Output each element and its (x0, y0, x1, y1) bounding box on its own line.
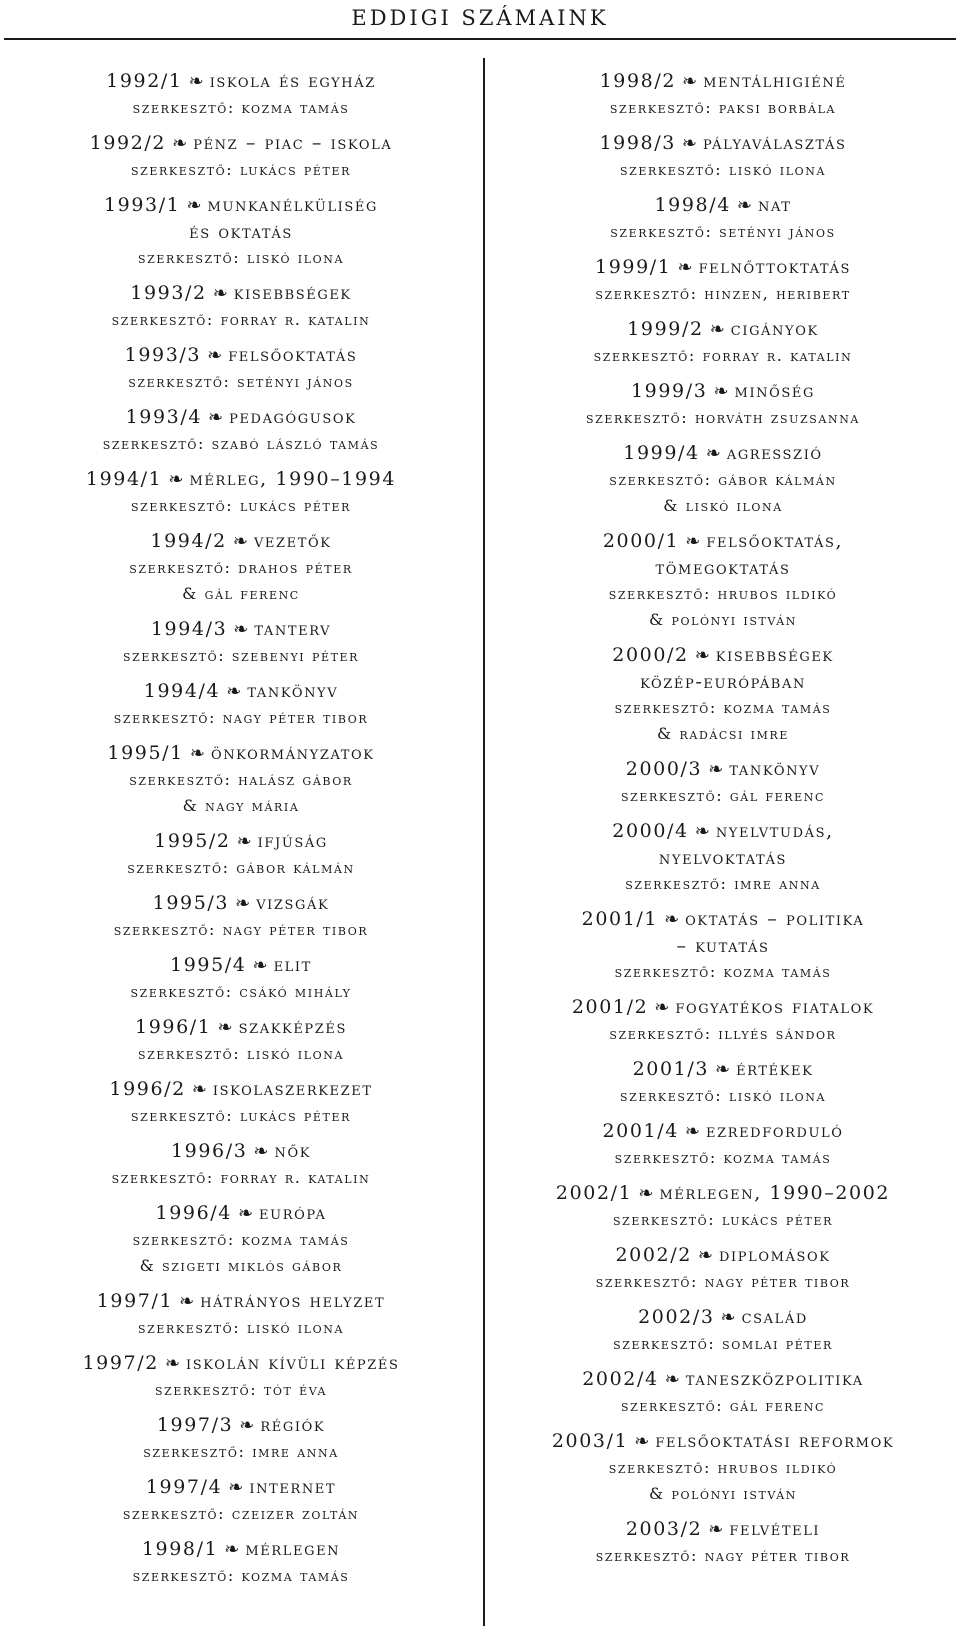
issue-title: szakképzés (238, 1016, 347, 1038)
issue-heading (612, 642, 833, 669)
issue-list-left (6, 68, 476, 1598)
issue-editor: szerkesztő: setényi jános (610, 222, 836, 241)
hedera-fleuron-icon: ❧ (224, 1539, 240, 1560)
issue-entry (6, 828, 476, 890)
issue-heading (582, 1366, 864, 1393)
issue-editor: szerkesztő: hinzen, heribert (595, 284, 851, 303)
issue-title-continued (659, 845, 787, 871)
issue-number: 1998/2 (599, 70, 677, 92)
issue-number: 1996/2 (109, 1078, 186, 1100)
issue-editor: szerkesztő: liskó ilona (620, 1086, 826, 1105)
issue-number: 2000/4 (612, 820, 689, 842)
issue-number: 2002/3 (638, 1306, 715, 1328)
issue-title: taneszközpolitika (685, 1368, 864, 1390)
issue-entry (490, 1516, 956, 1578)
issue-heading (150, 528, 331, 555)
issue-editor: szerkesztő: somlai péter (613, 1334, 833, 1353)
issue-entry (6, 280, 476, 342)
issue-editor: szerkesztő: csákó mihály (130, 982, 352, 1001)
hedera-fleuron-icon: ❧ (697, 1245, 713, 1266)
hedera-fleuron-icon: ❧ (228, 1477, 244, 1498)
issue-entry (490, 1304, 956, 1366)
hedera-fleuron-icon: ❧ (708, 1519, 724, 1540)
issue-editor: & gál ferenc (182, 584, 300, 603)
issue-heading (170, 952, 312, 979)
issue-title: tankönyv (247, 680, 339, 702)
issue-number: 1999/4 (623, 442, 700, 464)
issue-entry (6, 1412, 476, 1474)
issue-heading (572, 994, 874, 1021)
issue-title: pénz – piac – iskola (193, 132, 393, 154)
issue-number: 1997/2 (82, 1352, 159, 1374)
issue-number: 1995/3 (152, 892, 230, 914)
issue-number: 1993/2 (130, 282, 207, 304)
issue-number: 2001/3 (632, 1058, 710, 1080)
issue-entry (490, 1180, 956, 1242)
issue-number: 1992/2 (89, 132, 167, 154)
issue-editor: szerkesztő: lukács péter (613, 1210, 833, 1229)
issue-heading (90, 130, 393, 157)
hedera-fleuron-icon: ❧ (677, 257, 693, 278)
issue-heading (633, 1056, 814, 1083)
issue-heading (626, 1516, 820, 1543)
issue-title: ezredforduló (705, 1120, 844, 1142)
issue-entry (6, 1138, 476, 1200)
issue-entry (6, 1474, 476, 1536)
issue-number: 1997/3 (156, 1414, 234, 1436)
issue-editor: & radácsi imre (656, 724, 790, 743)
issue-title: internet (249, 1476, 337, 1498)
issue-title: agresszió (726, 442, 823, 464)
issue-number: 2000/1 (602, 530, 680, 552)
issue-number: 1999/1 (595, 256, 672, 278)
issue-editor: szerkesztő: liskó ilona (138, 248, 344, 267)
issue-number: 1998/3 (599, 132, 676, 154)
issue-number: 2003/1 (551, 1430, 629, 1452)
issue-number: 1994/2 (150, 530, 227, 552)
issue-title: felsőoktatás (228, 344, 358, 366)
issue-editor: & szigeti miklós gábor (139, 1256, 343, 1275)
issue-heading (631, 378, 815, 405)
issue-number: 1993/4 (125, 406, 203, 428)
issue-entry (6, 404, 476, 466)
issue-editor: szerkesztő: kozma tamás (614, 698, 832, 717)
issue-number: 1996/3 (170, 1140, 248, 1162)
issue-heading (600, 68, 847, 95)
hedera-fleuron-icon: ❧ (709, 319, 725, 340)
issue-editor: szerkesztő: liskó ilona (620, 160, 826, 179)
issue-number: 1997/1 (96, 1290, 174, 1312)
issue-editor: & nagy mária (182, 796, 300, 815)
hedera-fleuron-icon: ❧ (654, 997, 670, 1018)
hedera-fleuron-icon: ❧ (212, 283, 228, 304)
issue-editor: szerkesztő: lukács péter (131, 496, 351, 515)
issue-editor: szerkesztő: szabó lászló tamás (102, 434, 380, 453)
issue-heading (97, 1288, 386, 1315)
issue-entry (490, 1242, 956, 1304)
hedera-fleuron-icon: ❧ (168, 469, 184, 490)
issue-heading (623, 440, 822, 467)
issue-title-continued (676, 933, 769, 959)
issue-heading (156, 1200, 327, 1227)
issue-title: pedagógusok (229, 406, 357, 428)
hedera-fleuron-icon: ❧ (233, 619, 249, 640)
issue-number: 1997/4 (145, 1476, 223, 1498)
hedera-fleuron-icon: ❧ (172, 133, 188, 154)
issue-heading (82, 1350, 399, 1377)
issue-number: 2000/3 (625, 758, 703, 780)
issue-editor: szerkesztő: kozma tamás (614, 962, 832, 981)
hedera-fleuron-icon: ❧ (713, 381, 729, 402)
issue-entry (490, 906, 956, 994)
column-divider (483, 58, 485, 1626)
issue-number: 2001/2 (571, 996, 649, 1018)
issue-editor: szerkesztő: gábor kálmán (127, 858, 355, 877)
issue-title: ifjúság (257, 830, 328, 852)
issue-number: 1999/2 (627, 318, 704, 340)
issue-title: nyelvtudás, (715, 820, 834, 842)
issue-editor: szerkesztő: tót éva (154, 1380, 328, 1399)
issue-entry (490, 378, 956, 440)
issue-editor: szerkesztő: kozma tamás (132, 98, 350, 117)
issue-entry (490, 818, 956, 906)
issue-heading (153, 890, 330, 917)
issue-entry (490, 1118, 956, 1180)
issue-heading (146, 1474, 336, 1501)
issue-heading (130, 280, 351, 307)
issue-number: 1996/4 (155, 1202, 232, 1224)
issue-title: minőség (734, 380, 815, 402)
issue-entry (6, 130, 476, 192)
issue-title: felsőoktatás, (706, 530, 844, 552)
issue-title-continued (656, 555, 791, 581)
issue-number: 2002/2 (615, 1244, 692, 1266)
hedera-fleuron-icon: ❧ (164, 1353, 181, 1374)
issue-heading (104, 192, 378, 219)
issue-heading (603, 528, 843, 555)
issue-heading (638, 1304, 808, 1331)
hedera-fleuron-icon: ❧ (634, 1431, 650, 1452)
issue-title: értékek (736, 1058, 814, 1080)
issue-number: 1998/1 (141, 1538, 219, 1560)
issue-editor: szerkesztő: nagy péter tibor (113, 920, 369, 939)
issue-title: cigányok (730, 318, 819, 340)
issue-entry (6, 466, 476, 528)
issue-number: 1994/1 (85, 468, 163, 490)
page-title: EDDIGI SZÁMAINK (351, 6, 609, 30)
hedera-fleuron-icon: ❧ (186, 195, 202, 216)
hedera-fleuron-icon: ❧ (694, 645, 710, 666)
issue-editor: szerkesztő: horváth zsuzsanna (586, 408, 860, 427)
issue-entry (490, 528, 956, 642)
issue-entry (6, 1350, 476, 1412)
issue-title: vizsgák (256, 892, 330, 914)
issue-title: és oktatás (189, 221, 293, 243)
issue-number: 2002/4 (582, 1368, 659, 1390)
issue-title: pályaválasztás (702, 132, 847, 154)
issue-heading (615, 1242, 830, 1269)
issue-title: – kutatás (676, 935, 770, 957)
issue-number: 1995/2 (154, 830, 231, 852)
issue-title: iskola és egyház (209, 70, 376, 92)
issue-entry (490, 1366, 956, 1428)
hedera-fleuron-icon: ❧ (715, 1059, 731, 1080)
issue-editor: szerkesztő: kozma tamás (132, 1566, 350, 1585)
issue-entry (490, 1056, 956, 1118)
issue-heading (135, 1014, 347, 1041)
hedera-fleuron-icon: ❧ (664, 1369, 680, 1390)
issue-editor: szerkesztő: lukács péter (131, 160, 351, 179)
issue-title-continued (189, 219, 293, 245)
issue-title: diplomások (718, 1244, 831, 1266)
issue-heading (627, 316, 819, 343)
issue-editor: szerkesztő: hrubos ildikó (608, 584, 838, 603)
issue-editor: & polónyi istván (649, 610, 797, 629)
issue-entry (6, 890, 476, 952)
issue-number: 2001/1 (581, 908, 659, 930)
issue-editor: szerkesztő: gábor kálmán (609, 470, 837, 489)
issue-title: mérleg, 1990–1994 (189, 468, 397, 490)
issue-heading (552, 1428, 894, 1455)
issue-heading (599, 130, 846, 157)
issue-entry (6, 192, 476, 280)
issue-title: tömegoktatás (655, 557, 791, 579)
issue-title: munkanélküliség (207, 194, 378, 216)
issue-title: felsőoktatási reformok (655, 1430, 895, 1452)
issue-title: mentálhigiéné (703, 70, 847, 92)
issue-editor: szerkesztő: halász gábor (129, 770, 353, 789)
issue-heading (654, 192, 791, 219)
issue-entry (490, 1428, 956, 1516)
issue-heading (626, 756, 820, 783)
issue-editor: szerkesztő: imre anna (143, 1442, 339, 1461)
issue-entry (490, 68, 956, 130)
hedera-fleuron-icon: ❧ (207, 345, 223, 366)
hedera-fleuron-icon: ❧ (235, 893, 251, 914)
issue-entry (6, 678, 476, 740)
issue-editor: szerkesztő: forray r. katalin (111, 1168, 371, 1187)
issue-heading (125, 342, 358, 369)
issue-editor: szerkesztő: nagy péter tibor (595, 1546, 851, 1565)
issue-number: 1995/1 (107, 742, 184, 764)
issue-title: kisebbségek (233, 282, 352, 304)
issue-title: kisebbségek (715, 644, 834, 666)
issue-editor: szerkesztő: szebenyi péter (122, 646, 360, 665)
hedera-fleuron-icon: ❧ (232, 531, 248, 552)
issue-number: 1995/4 (170, 954, 247, 976)
hedera-fleuron-icon: ❧ (708, 759, 724, 780)
issue-entry (6, 1076, 476, 1138)
hedera-fleuron-icon: ❧ (736, 195, 752, 216)
issue-title: fogyatékos fiatalok (675, 996, 875, 1018)
issue-title: család (741, 1306, 808, 1328)
hedera-fleuron-icon: ❧ (239, 1415, 255, 1436)
issue-title: önkormányzatok (210, 742, 375, 764)
issue-editor: & liskó ilona (663, 496, 783, 515)
hedera-fleuron-icon: ❧ (684, 1121, 700, 1142)
issue-entry (490, 756, 956, 818)
issue-editor: szerkesztő: liskó ilona (138, 1044, 344, 1063)
issue-entry (6, 616, 476, 678)
issue-editor: szerkesztő: liskó ilona (138, 1318, 344, 1337)
issue-title: tankönyv (729, 758, 821, 780)
issue-editor: szerkesztő: czeizer zoltán (122, 1504, 360, 1523)
hedera-fleuron-icon: ❧ (226, 681, 242, 702)
issue-heading (582, 906, 865, 933)
issue-heading (106, 68, 376, 95)
issue-entry (6, 68, 476, 130)
hedera-fleuron-icon: ❧ (179, 1291, 195, 1312)
issue-entry (490, 254, 956, 316)
issue-editor: szerkesztő: nagy péter tibor (113, 708, 369, 727)
title-rule (4, 38, 956, 40)
issue-title: tanterv (254, 618, 332, 640)
issue-entry (6, 952, 476, 1014)
issue-number: 2002/1 (555, 1182, 633, 1204)
hedera-fleuron-icon: ❧ (705, 443, 721, 464)
issue-heading (126, 404, 357, 431)
issue-number: 1994/3 (150, 618, 228, 640)
issue-editor: szerkesztő: paksi borbála (609, 98, 837, 117)
issue-title: közép-európában (640, 671, 806, 693)
hedera-fleuron-icon: ❧ (188, 71, 204, 92)
issue-editor: szerkesztő: forray r. katalin (593, 346, 853, 365)
issue-entry (6, 1288, 476, 1350)
issue-entry (490, 642, 956, 756)
hedera-fleuron-icon: ❧ (191, 1079, 207, 1100)
issue-heading (151, 616, 331, 643)
hedera-fleuron-icon: ❧ (720, 1307, 736, 1328)
issue-heading (612, 818, 833, 845)
issue-heading (595, 254, 851, 281)
issue-heading (107, 740, 374, 767)
hedera-fleuron-icon: ❧ (237, 1203, 254, 1224)
issue-title: mérlegen (245, 1538, 341, 1560)
issue-entry (490, 192, 956, 254)
issue-number: 1996/1 (135, 1016, 212, 1038)
hedera-fleuron-icon: ❧ (685, 531, 701, 552)
issue-editor: szerkesztő: drahos péter (129, 558, 353, 577)
hedera-fleuron-icon: ❧ (189, 743, 205, 764)
issue-heading (602, 1118, 843, 1145)
hedera-fleuron-icon: ❧ (681, 133, 697, 154)
issue-editor: szerkesztő: lukács péter (131, 1106, 351, 1125)
hedera-fleuron-icon: ❧ (682, 71, 698, 92)
issue-editor: szerkesztő: gál ferenc (620, 786, 826, 805)
issue-title: iskolaszerkezet (212, 1078, 373, 1100)
issue-title: elit (273, 954, 312, 976)
issue-entry (490, 440, 956, 528)
issue-heading (157, 1412, 325, 1439)
issue-number: 1993/1 (103, 194, 181, 216)
issue-editor: szerkesztő: setényi jános (128, 372, 354, 391)
issue-editor: szerkesztő: kozma tamás (132, 1230, 350, 1249)
issue-entry (490, 130, 956, 192)
issue-title-continued (640, 669, 806, 695)
issue-title: felnőttoktatás (698, 256, 851, 278)
issue-number: 1999/3 (630, 380, 708, 402)
hedera-fleuron-icon: ❧ (217, 1017, 233, 1038)
issue-title: nők (274, 1140, 312, 1162)
hedera-fleuron-icon: ❧ (664, 909, 680, 930)
issue-title: nat (758, 194, 792, 216)
issue-heading (142, 1536, 340, 1563)
issue-editor: szerkesztő: kozma tamás (614, 1148, 832, 1167)
hedera-fleuron-icon: ❧ (253, 1141, 269, 1162)
issue-title: felvételi (729, 1518, 821, 1540)
hedera-fleuron-icon: ❧ (208, 407, 224, 428)
hedera-fleuron-icon: ❧ (252, 955, 268, 976)
issue-heading (556, 1180, 890, 1207)
issue-editor: szerkesztő: imre anna (625, 874, 821, 893)
issue-entry (490, 994, 956, 1056)
issue-title: hátrányos helyzet (200, 1290, 386, 1312)
issue-title: mérlegen, 1990–2002 (659, 1182, 891, 1204)
issue-title: oktatás – politika (685, 908, 865, 930)
hedera-fleuron-icon: ❧ (638, 1183, 654, 1204)
issue-editor: szerkesztő: gál ferenc (620, 1396, 826, 1415)
issue-entry (490, 316, 956, 378)
issue-editor: szerkesztő: illyés sándor (609, 1024, 837, 1043)
issue-entry (6, 1536, 476, 1598)
issue-entry (6, 1014, 476, 1076)
issue-heading (171, 1138, 311, 1165)
issue-title: iskolán kívüli képzés (186, 1352, 400, 1374)
hedera-fleuron-icon: ❧ (236, 831, 252, 852)
hedera-fleuron-icon: ❧ (694, 821, 710, 842)
issue-entry (6, 342, 476, 404)
issue-entry (6, 740, 476, 828)
issue-editor: & polónyi istván (649, 1484, 797, 1503)
issue-number: 1998/4 (654, 194, 731, 216)
issue-heading (144, 678, 338, 705)
issue-editor: szerkesztő: hrubos ildikó (608, 1458, 838, 1477)
issue-number: 2003/2 (625, 1518, 703, 1540)
issue-entry (6, 528, 476, 616)
issue-number: 1994/4 (143, 680, 221, 702)
issue-heading (86, 466, 396, 493)
issue-title: európa (259, 1202, 327, 1224)
issue-heading (109, 1076, 372, 1103)
issue-entry (6, 1200, 476, 1288)
issue-title: vezetők (253, 530, 332, 552)
issue-list-right (490, 68, 956, 1578)
issue-title: régiók (260, 1414, 326, 1436)
issue-number: 1993/3 (124, 344, 202, 366)
issue-heading (154, 828, 328, 855)
issue-number: 2000/2 (612, 644, 689, 666)
issue-number: 1992/1 (106, 70, 183, 92)
issue-editor: szerkesztő: nagy péter tibor (595, 1272, 851, 1291)
issue-number: 2001/4 (602, 1120, 679, 1142)
issue-title: nyelvoktatás (658, 847, 788, 869)
issue-editor: szerkesztő: forray r. katalin (111, 310, 371, 329)
